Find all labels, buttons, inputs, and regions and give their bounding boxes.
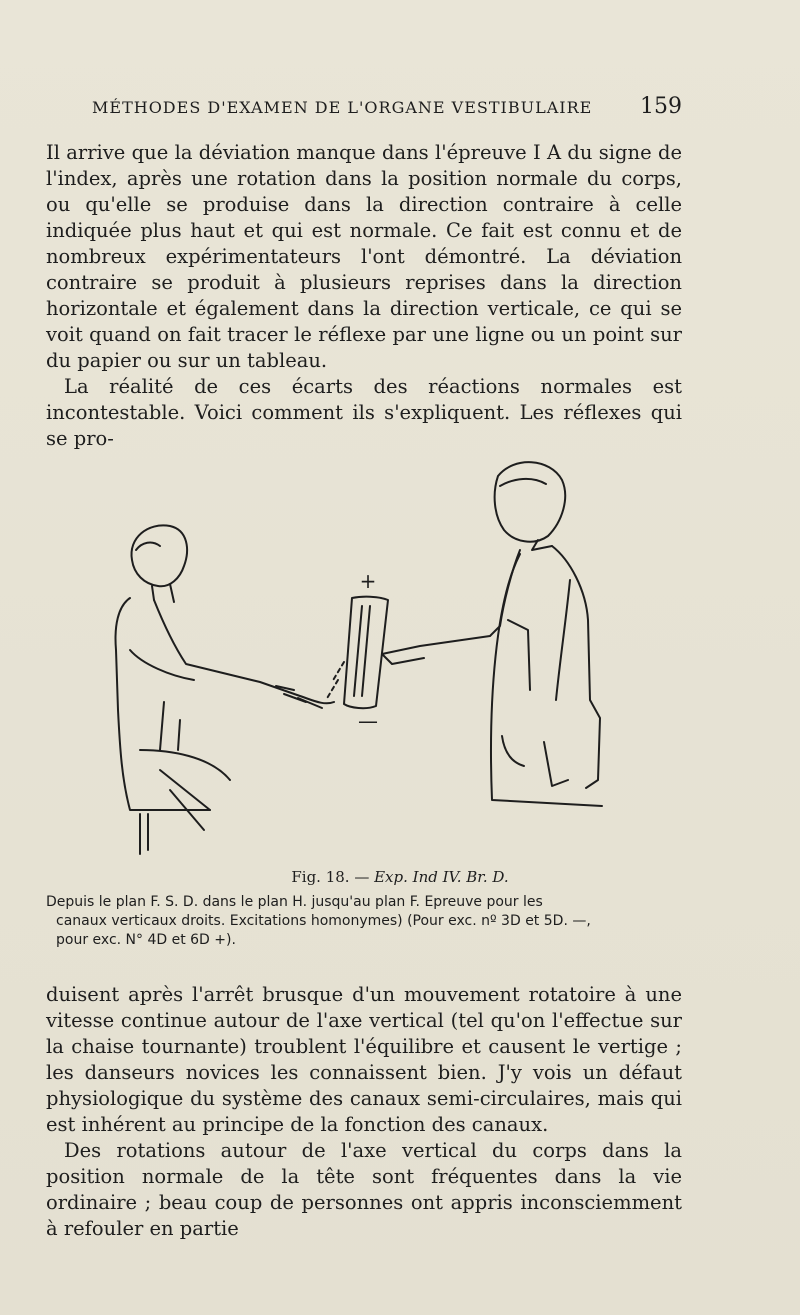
caption-line: canaux verticaux droits. Excitations homonymes) (Pour exc. nº 3D et 5D. —,: [56, 913, 591, 929]
minus-sign: —: [358, 709, 378, 733]
standing-man-drawing: [382, 462, 602, 806]
caption-italic: Exp. Ind IV. Br. D.: [374, 868, 509, 886]
paragraph: Des rotations autour de l'axe vertical du corps dans la position normale de la tête sont fréquentes dans la vie ordinaire ; beau coup de personnes ont appris inconsciemment à refouler en partie: [46, 1139, 682, 1240]
rotating-drum-drawing: [326, 597, 388, 708]
caption-line: pour exc. N° 4D et 6D +).: [56, 932, 236, 948]
paragraph: duisent après l'arrêt brusque d'un mouvement rotatoire à une vitesse continue autour de l'axe vertical (tel qu'on l'effectue sur la chaise tournante) troublent l'équilibre et causent le vertige ; les danseurs novices les connaissent bien. J'y vois un défaut physiologique du système des canaux semi-circulaires, mais qui est inhérent au principe de la fonction des canaux.: [46, 983, 682, 1136]
seated-woman-drawing: [116, 525, 334, 854]
figure-illustration: [100, 450, 620, 860]
caption-prefix: Fig. 18. —: [291, 868, 375, 886]
paragraph: Il arrive que la déviation manque dans l'épreuve I A du signe de l'index, après une rotation dans la position normale du corps, ou qu'elle se produise dans la direction contraire à celle indiquée plus haut et qui est normale. Ce fait est connu et de nombreux expérimentateurs l'ont démontré. La déviation contraire se produit à plusieurs reprises dans la direction horizontale et également dans la direction verticale, ce qui se voit quand on fait tracer le réflexe par une ligne ou un point sur du papier ou sur un tableau.: [46, 141, 682, 372]
text-block-top: [46, 140, 682, 452]
running-title: MÉTHODES D'EXAMEN DE L'ORGANE VESTIBULAIRE: [92, 98, 593, 117]
figure-caption-title: [0, 868, 800, 886]
running-header: [92, 94, 682, 119]
text-block-bottom: [46, 982, 682, 1242]
page-number: 159: [640, 94, 682, 119]
caption-line: Depuis le plan F. S. D. dans le plan H. jusqu'au plan F. Epreuve pour les: [46, 894, 543, 910]
paragraph: La réalité de ces écarts des réactions normales est incontestable. Voici comment ils s'expliquent. Les réflexes qui se pro-: [46, 375, 682, 450]
figure-caption-body: [46, 893, 682, 950]
plus-sign: +: [359, 569, 377, 593]
